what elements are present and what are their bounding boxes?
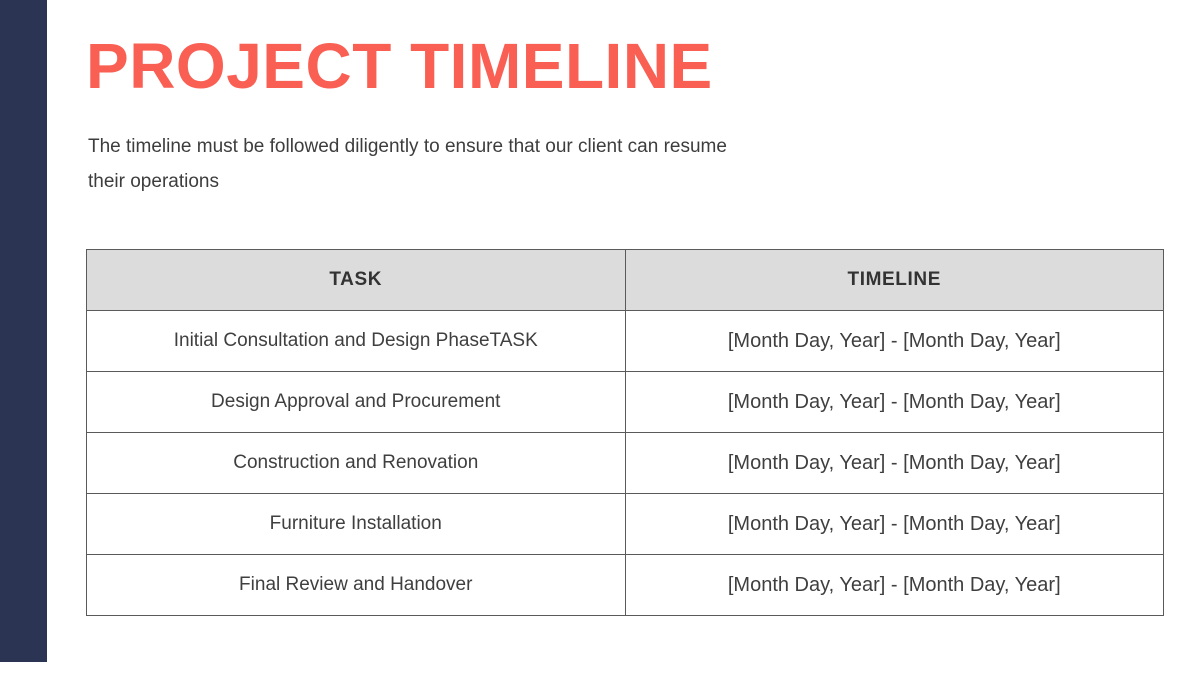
table-header-timeline: TIMELINE [625, 250, 1164, 311]
left-accent-bar [0, 0, 47, 662]
timeline-cell: [Month Day, Year] - [Month Day, Year] [625, 494, 1164, 555]
task-cell: Initial Consultation and Design PhaseTASK [87, 311, 626, 372]
timeline-cell: [Month Day, Year] - [Month Day, Year] [625, 311, 1164, 372]
timeline-cell: [Month Day, Year] - [Month Day, Year] [625, 555, 1164, 616]
task-cell: Furniture Installation [87, 494, 626, 555]
table-row [87, 555, 1164, 616]
subtitle-line-2: their operations [88, 171, 219, 192]
subtitle [88, 129, 727, 199]
timeline-cell: [Month Day, Year] - [Month Day, Year] [625, 372, 1164, 433]
subtitle-line-1: The timeline must be followed diligently to ensure that our client can resume [88, 136, 727, 157]
project-timeline-table [86, 249, 1164, 616]
table-row [87, 494, 1164, 555]
table-row [87, 433, 1164, 494]
page-title: PROJECT TIMELINE [86, 30, 713, 102]
task-cell: Final Review and Handover [87, 555, 626, 616]
task-cell: Construction and Renovation [87, 433, 626, 494]
table-header-task: TASK [87, 250, 626, 311]
table-row [87, 311, 1164, 372]
table-row [87, 372, 1164, 433]
timeline-cell: [Month Day, Year] - [Month Day, Year] [625, 433, 1164, 494]
task-cell: Design Approval and Procurement [87, 372, 626, 433]
table-header-row [87, 250, 1164, 311]
